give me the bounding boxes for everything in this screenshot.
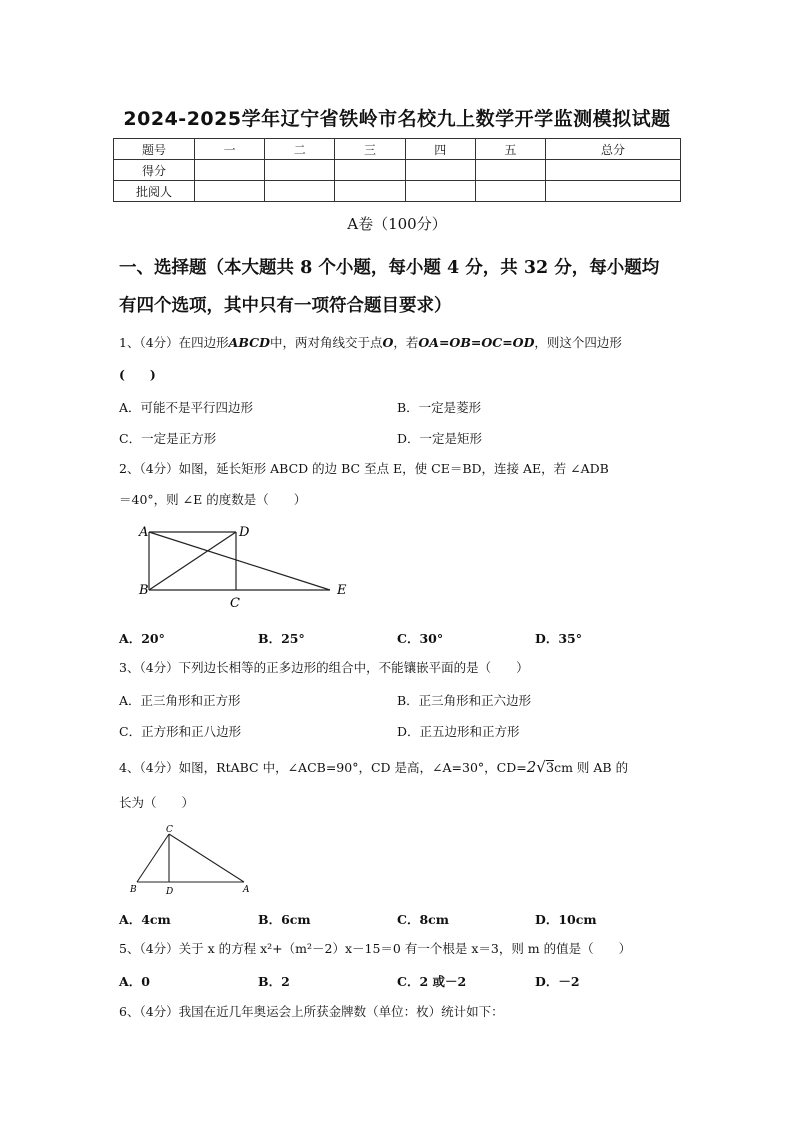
question-6-stem: 6、（4分）我国在近几年奥运会上所获金牌数（单位：枚）统计如下： <box>119 1004 504 1019</box>
question-1-option-c[interactable]: C．一定是正方形 <box>119 431 217 446</box>
question-2-option-c[interactable]: C．30° <box>397 631 444 646</box>
question-4-option-b[interactable]: B．6cm <box>258 912 311 927</box>
question-1-option-d[interactable]: D．一定是矩形 <box>397 431 483 446</box>
figure-line-ae <box>149 532 330 590</box>
point-label-e: E <box>337 583 347 598</box>
question-2-option-d[interactable]: D．35° <box>535 631 582 646</box>
table-cell: 总分 <box>546 139 681 160</box>
question-2-figure-rectangle <box>130 522 360 612</box>
figure-line-ca <box>169 834 244 882</box>
question-4-stem-line2: 长为（ ） <box>119 795 195 810</box>
score-table-row <box>114 181 681 202</box>
table-cell: 五 <box>475 139 545 160</box>
table-cell: 一 <box>195 139 265 160</box>
question-1-stem: 1、（4分）在四边形ABCD中，两对角线交于点O，若OA=OB=OC=OD，则这个四边形 <box>119 335 622 350</box>
section-heading: A卷（100分） <box>347 215 447 233</box>
question-4-stem-line1: 4、（4分）如图，RtABC 中，∠ACB=90°，CD 是高，∠A=30°，CD=2√3cm 则 AB 的 <box>119 758 629 776</box>
table-cell-empty[interactable] <box>335 181 405 202</box>
table-cell-empty[interactable] <box>265 160 335 181</box>
table-cell-empty[interactable] <box>335 160 405 181</box>
question-2-stem-line2: ＝40°，则 ∠E 的度数是（ ） <box>119 492 307 507</box>
question-3-option-b[interactable]: B．正三角形和正六边形 <box>397 693 532 708</box>
point-label-d: D <box>239 525 250 540</box>
table-cell-empty[interactable] <box>546 160 681 181</box>
question-5-stem: 5、（4分）关于 x 的方程 x²+（m²－2）x－15＝0 有一个根是 x＝3，则 m 的值是（ ） <box>119 941 632 956</box>
point-label-b: B <box>139 583 149 598</box>
question-5-option-a[interactable]: A．0 <box>119 974 150 989</box>
table-cell-empty[interactable] <box>475 160 545 181</box>
question-2-option-a[interactable]: A．20° <box>119 631 165 646</box>
question-3-option-c[interactable]: C．正方形和正八边形 <box>119 724 242 739</box>
table-cell-empty[interactable] <box>195 160 265 181</box>
point-label-b: B <box>130 885 137 895</box>
table-cell-empty[interactable] <box>405 160 475 181</box>
part-heading-line2: 有四个选项，其中只有一项符合题目要求） <box>119 296 452 316</box>
part-heading-line1: 一、选择题（本大题共 8 个小题，每小题 4 分，共 32 分，每小题均 <box>119 258 660 278</box>
score-table <box>113 138 681 202</box>
point-label-c: C <box>166 825 173 835</box>
question-4-figure-triangle <box>125 822 260 897</box>
question-1-bracket: ( ) <box>119 367 156 382</box>
question-4-option-d[interactable]: D．10cm <box>535 912 597 927</box>
figure-line-bd <box>149 532 236 590</box>
point-label-a: A <box>139 525 149 540</box>
score-table-row <box>114 160 681 181</box>
table-cell-empty[interactable] <box>475 181 545 202</box>
table-cell-empty[interactable] <box>195 181 265 202</box>
question-1-option-a[interactable]: A．可能不是平行四边形 <box>119 400 254 415</box>
question-3-option-d[interactable]: D．正五边形和正方形 <box>397 724 520 739</box>
table-cell: 题号 <box>114 139 195 160</box>
page-title: 2024-2025学年辽宁省铁岭市名校九上数学开学监测模拟试题 <box>123 108 671 130</box>
table-cell: 三 <box>335 139 405 160</box>
question-4-option-c[interactable]: C．8cm <box>397 912 449 927</box>
point-label-d: D <box>166 887 174 897</box>
question-5-option-c[interactable]: C．2 或－2 <box>397 974 467 989</box>
table-cell-empty[interactable] <box>405 181 475 202</box>
question-3-stem: 3、（4分）下列边长相等的正多边形的组合中，不能镶嵌平面的是（ ） <box>119 660 529 675</box>
question-5-option-d[interactable]: D．－2 <box>535 974 580 989</box>
question-1-option-b[interactable]: B．一定是菱形 <box>397 400 482 415</box>
point-label-c: C <box>230 596 240 611</box>
question-3-option-a[interactable]: A．正三角形和正方形 <box>119 693 241 708</box>
table-cell-empty[interactable] <box>265 181 335 202</box>
table-cell: 批阅人 <box>114 181 195 202</box>
question-5-option-b[interactable]: B．2 <box>258 974 290 989</box>
table-cell-empty[interactable] <box>546 181 681 202</box>
score-table-header-row <box>114 139 681 160</box>
question-2-stem-line1: 2、（4分）如图，延长矩形 ABCD 的边 BC 至点 E，使 CE＝BD，连接 AE，若 ∠ADB <box>119 461 609 476</box>
table-cell: 得分 <box>114 160 195 181</box>
question-2-option-b[interactable]: B．25° <box>258 631 305 646</box>
point-label-a: A <box>243 885 250 895</box>
question-4-option-a[interactable]: A．4cm <box>119 912 171 927</box>
table-cell: 四 <box>405 139 475 160</box>
table-cell: 二 <box>265 139 335 160</box>
figure-line-bc <box>137 834 169 882</box>
